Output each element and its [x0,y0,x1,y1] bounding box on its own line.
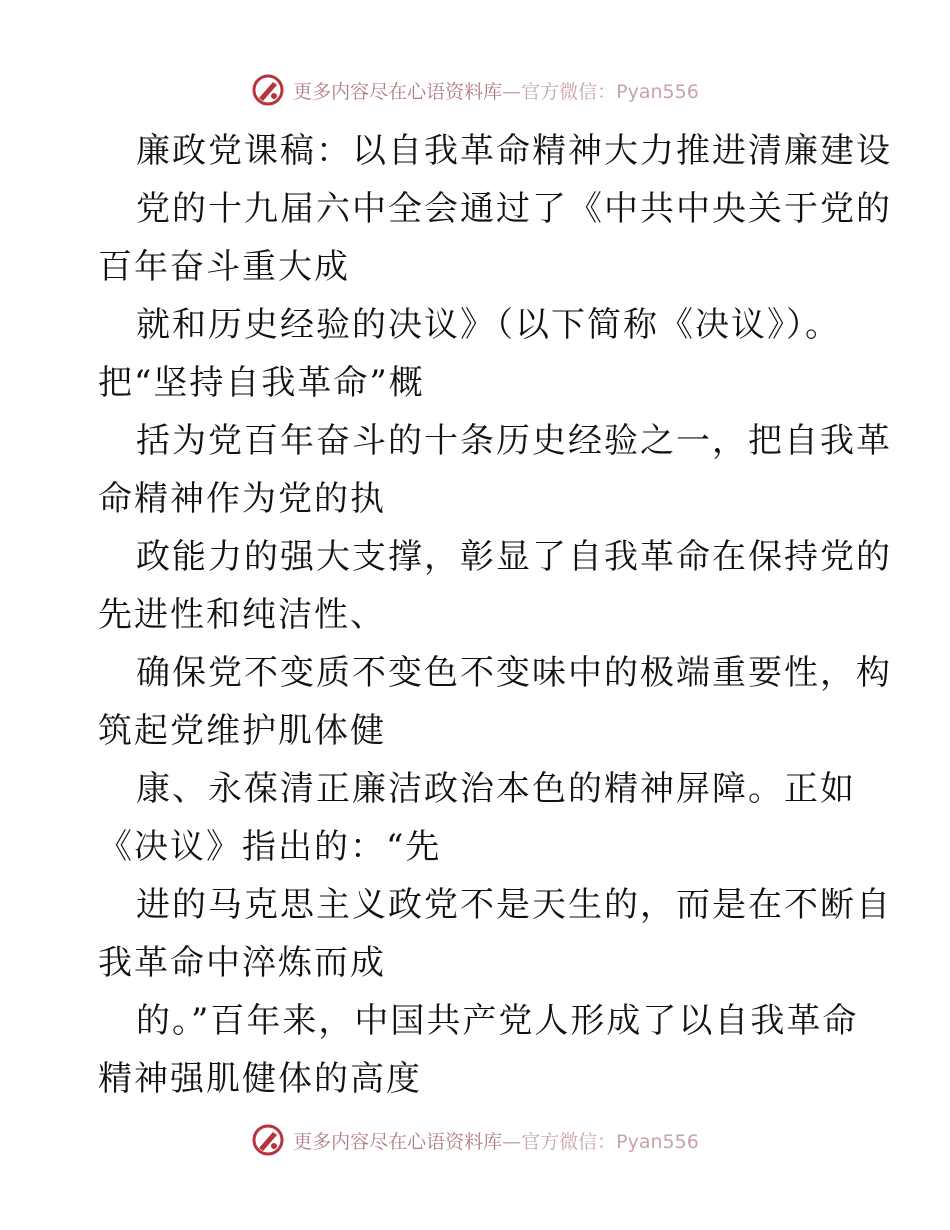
watermark-text [293,1127,699,1154]
text-line: 百年奋斗重大成 [98,247,350,287]
text-line: 康、永葆清正廉洁政治本色的精神屏障。正如 [136,769,856,809]
watermark-text [293,77,699,104]
text-line: 我革命中淬炼而成 [98,943,386,983]
text-line: 筑起党维护肌体健 [98,711,386,751]
pen-circle-logo-icon [251,73,285,107]
text-line: 进的马克思主义政党不是天生的，而是在不断自 [136,885,892,925]
watermark-suffix: —官方微信：Pyan556 [502,80,699,103]
text-line: 命精神作为党的执 [98,479,386,519]
watermark-brand: 更多内容尽在心语资料库 [293,80,503,103]
document-title: 廉政党课稿：以自我革命精神大力推进清廉建设 [136,131,892,171]
text-line: 政能力的强大支撑，彰显了自我革命在保持党的 [136,537,892,577]
text-line: 《决议》指出的：“先 [98,827,442,867]
text-line: 党的十九届六中全会通过了《中共中央关于党的 [136,189,892,229]
text-line: 把“坚持自我革命”概 [98,363,425,403]
document-body [98,122,892,1108]
footer-watermark [0,1120,950,1160]
text-line: 确保党不变质不变色不变味中的极端重要性，构 [136,653,892,693]
pen-circle-logo-icon [251,1123,285,1157]
watermark-suffix: —官方微信：Pyan556 [502,1130,699,1153]
header-watermark [0,70,950,110]
watermark-brand: 更多内容尽在心语资料库 [293,1130,503,1153]
text-line: 括为党百年奋斗的十条历史经验之一，把自我革 [136,421,892,461]
text-line: 先进性和纯洁性、 [98,595,386,635]
text-line: 精神强肌健体的高度 [98,1059,422,1099]
text-line: 的。”百年来，中国共产党人形成了以自我革命 [136,1001,859,1041]
text-line: 就和历史经验的决议》（以下简称《决议》）。 [136,305,841,345]
